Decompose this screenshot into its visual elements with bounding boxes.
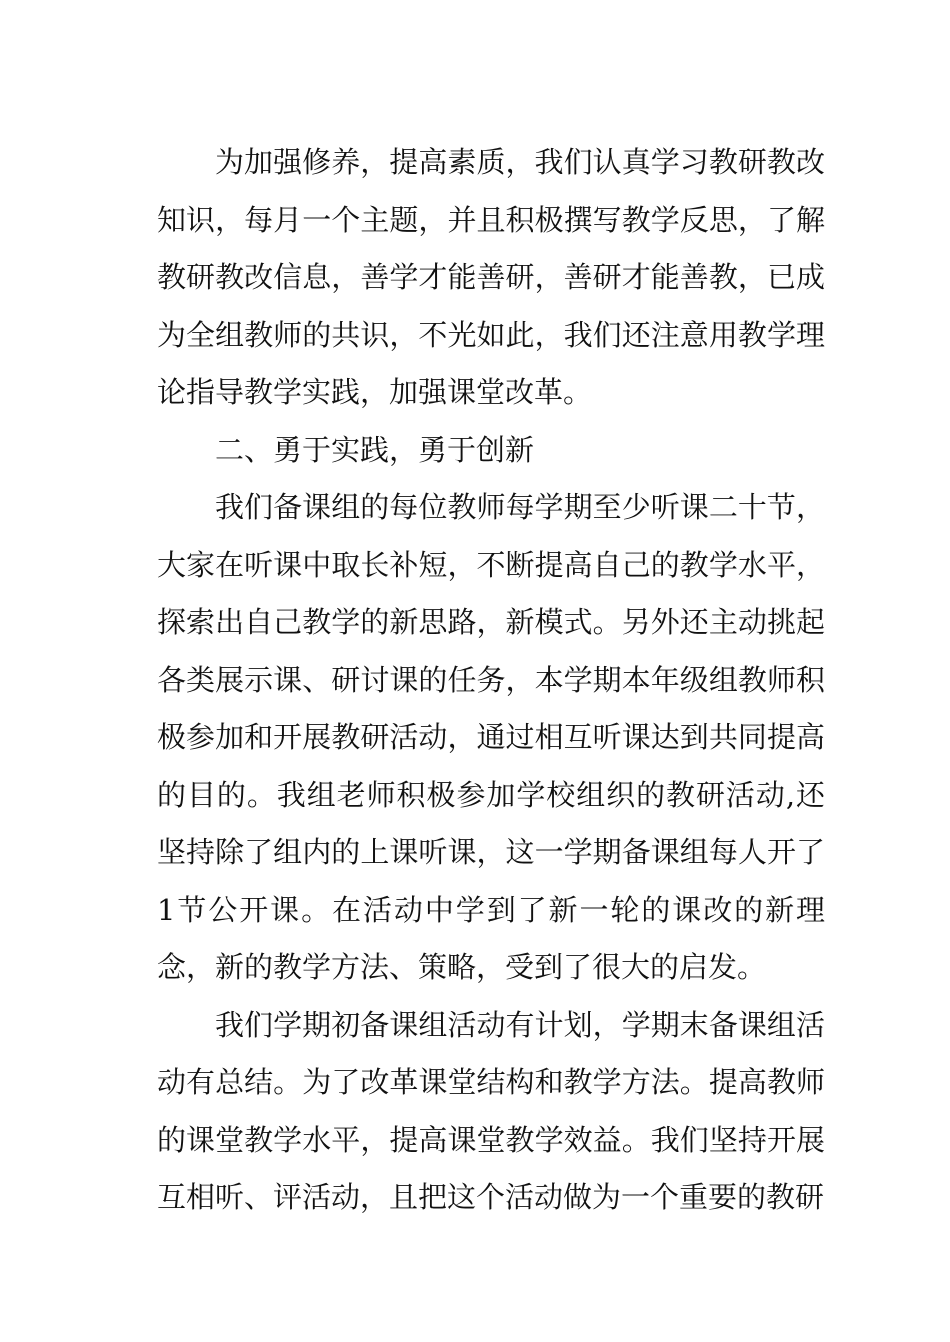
paragraph-practice: 我们备课组的每位教师每学期至少听课二十节，大家在听课中取长补短，不断提高自己的教学水平，探索出自己教学的新思路，新模式。另外还主动挑起各类展示课、研讨课的任务，本学期本年级组教师积极参加和开展教研活动，通过相互听课达到共同提高的目的。我组老师积极参加学校组织的教研活动,还坚持除了组内的上课听课，这一学期备课组每人开了1节公开课。在活动中学到了新一轮的课改的新理念，新的教学方法、策略，受到了很大的启发。	[157, 490, 825, 984]
section-heading: 二、勇于实践，勇于创新	[215, 432, 535, 467]
paragraph-plan: 我们学期初备课组活动有计划，学期末备课组活动有总结。为了改革课堂结构和教学方法。提高教师的课堂教学水平，提高课堂教学效益。我们坚持开展互相听、评活动，且把这个活动做为一个重要的教研	[157, 1007, 825, 1214]
paragraph-study: 为加强修养，提高素质，我们认真学习教研教改知识，每月一个主题，并且积极撰写教学反思，了解教研教改信息，善学才能善研，善研才能善教，已成为全组教师的共识，不光如此，我们还注意用教学理论指导教学实践，加强课堂改革。	[157, 145, 825, 409]
document-body	[157, 134, 825, 1227]
